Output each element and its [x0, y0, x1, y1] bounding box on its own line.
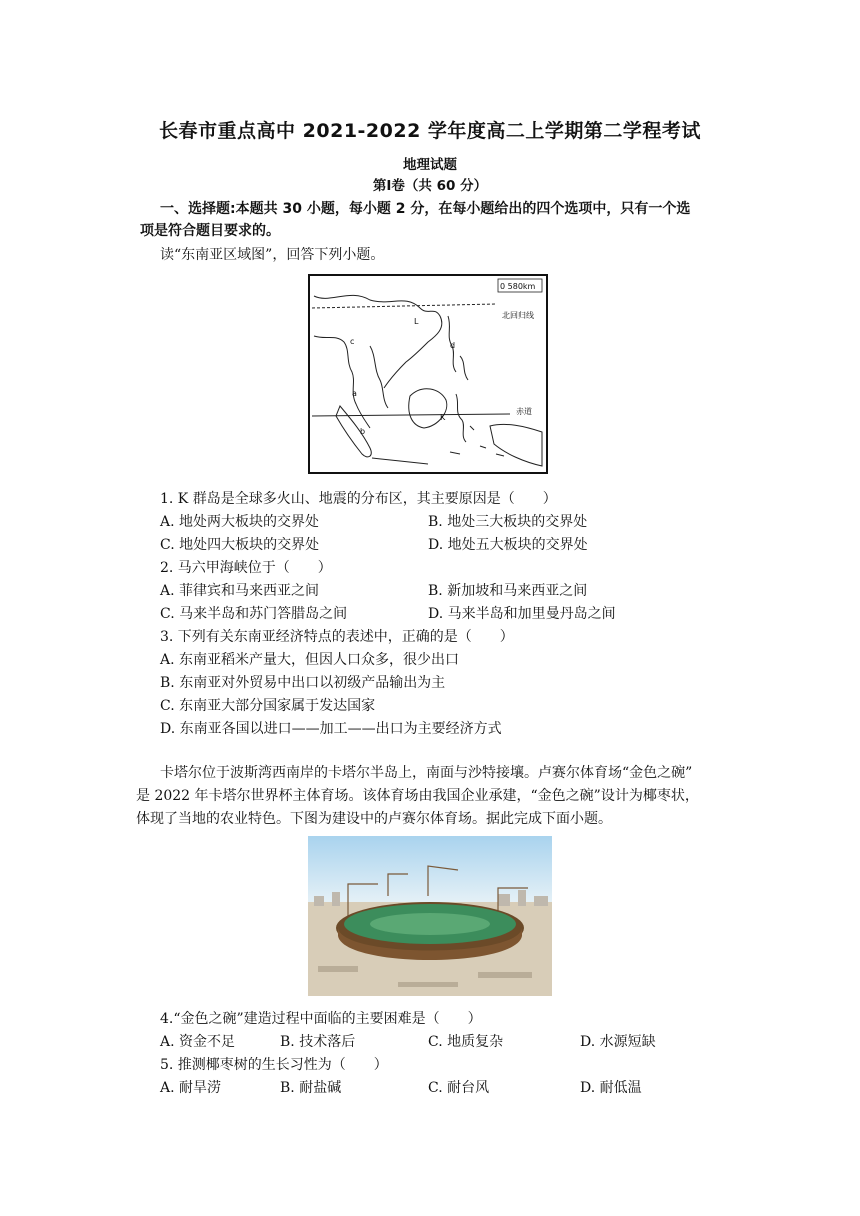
q2-option-c: C. 马来半岛和苏门答腊岛之间 [160, 606, 348, 622]
map-marker-L: L [414, 317, 419, 326]
map-equator-label: 赤道 [516, 407, 532, 416]
exam-title: 长春市重点高中 2021-2022 学年度高二上学期第二学程考试 [159, 120, 701, 142]
map-tropic-label: 北回归线 [502, 311, 534, 320]
map-drawing [310, 276, 546, 472]
q3-option-d: D. 东南亚各国以进口——加工——出口为主要经济方式 [160, 721, 502, 737]
q1-option-b: B. 地处三大板块的交界处 [428, 514, 588, 530]
stadium-photo [308, 836, 552, 996]
q1-option-c: C. 地处四大板块的交界处 [160, 537, 320, 553]
q5-option-a: A. 耐旱涝 [160, 1080, 222, 1096]
q3-stem: 3. 下列有关东南亚经济特点的表述中，正确的是（ ） [160, 629, 514, 645]
part-title: 第Ⅰ卷（共 60 分） [372, 178, 488, 194]
passage-line-2: 是 2022 年卡塔尔世界杯主体育场。该体育场由我国企业承建，“金色之碗”设计为椰枣状， [136, 788, 699, 804]
q4-stem: 4.“金色之碗”建造过程中面临的主要困难是（ ） [160, 1011, 482, 1027]
map-marker-d: d [450, 341, 456, 350]
q4-option-a: A. 资金不足 [160, 1034, 236, 1050]
q1-option-d: D. 地处五大板块的交界处 [428, 537, 588, 553]
q5-option-c: C. 耐台风 [428, 1080, 490, 1096]
subject-title: 地理试题 [403, 157, 457, 173]
q2-stem: 2. 马六甲海峡位于（ ） [160, 560, 332, 576]
map-marker-c: c [350, 337, 355, 346]
southeast-asia-map [308, 274, 548, 474]
passage-line-1: 卡塔尔位于波斯湾西南岸的卡塔尔半岛上，南面与沙特接壤。卢赛尔体育场“金色之碗” [160, 765, 693, 781]
q3-option-c: C. 东南亚大部分国家属于发达国家 [160, 698, 376, 714]
q5-option-b: B. 耐盐碱 [280, 1080, 342, 1096]
q4-option-b: B. 技术落后 [280, 1034, 356, 1050]
q2-option-b: B. 新加坡和马来西亚之间 [428, 583, 588, 599]
q4-option-d: D. 水源短缺 [580, 1034, 656, 1050]
stadium-illustration [308, 836, 552, 996]
map-scale-label: 0 580km [500, 282, 536, 291]
section1-lead: 读“东南亚区域图”，回答下列小题。 [160, 247, 385, 263]
q3-option-a: A. 东南亚稻米产量大，但因人口众多，很少出口 [160, 652, 460, 668]
q2-option-d: D. 马来半岛和加里曼丹岛之间 [428, 606, 616, 622]
instructions-line-1: 一、选择题:本题共 30 小题，每小题 2 分，在每小题给出的四个选项中，只有一个选 [160, 201, 691, 217]
q4-option-c: C. 地质复杂 [428, 1034, 504, 1050]
q5-stem: 5. 推测椰枣树的生长习性为（ ） [160, 1057, 388, 1073]
q1-option-a: A. 地处两大板块的交界处 [160, 514, 320, 530]
q1-stem: 1. K 群岛是全球多火山、地震的分布区，其主要原因是（ ） [160, 491, 557, 507]
q2-option-a: A. 菲律宾和马来西亚之间 [160, 583, 320, 599]
map-marker-a: a [352, 389, 357, 398]
instructions-line-2: 项是符合题目要求的。 [140, 223, 280, 239]
q3-option-b: B. 东南亚对外贸易中出口以初级产品输出为主 [160, 675, 446, 691]
passage-line-3: 体现了当地的农业特色。下图为建设中的卢赛尔体育场。据此完成下面小题。 [136, 811, 612, 827]
map-marker-K: K [440, 413, 446, 422]
q5-option-d: D. 耐低温 [580, 1080, 642, 1096]
map-marker-b: b [360, 427, 366, 436]
